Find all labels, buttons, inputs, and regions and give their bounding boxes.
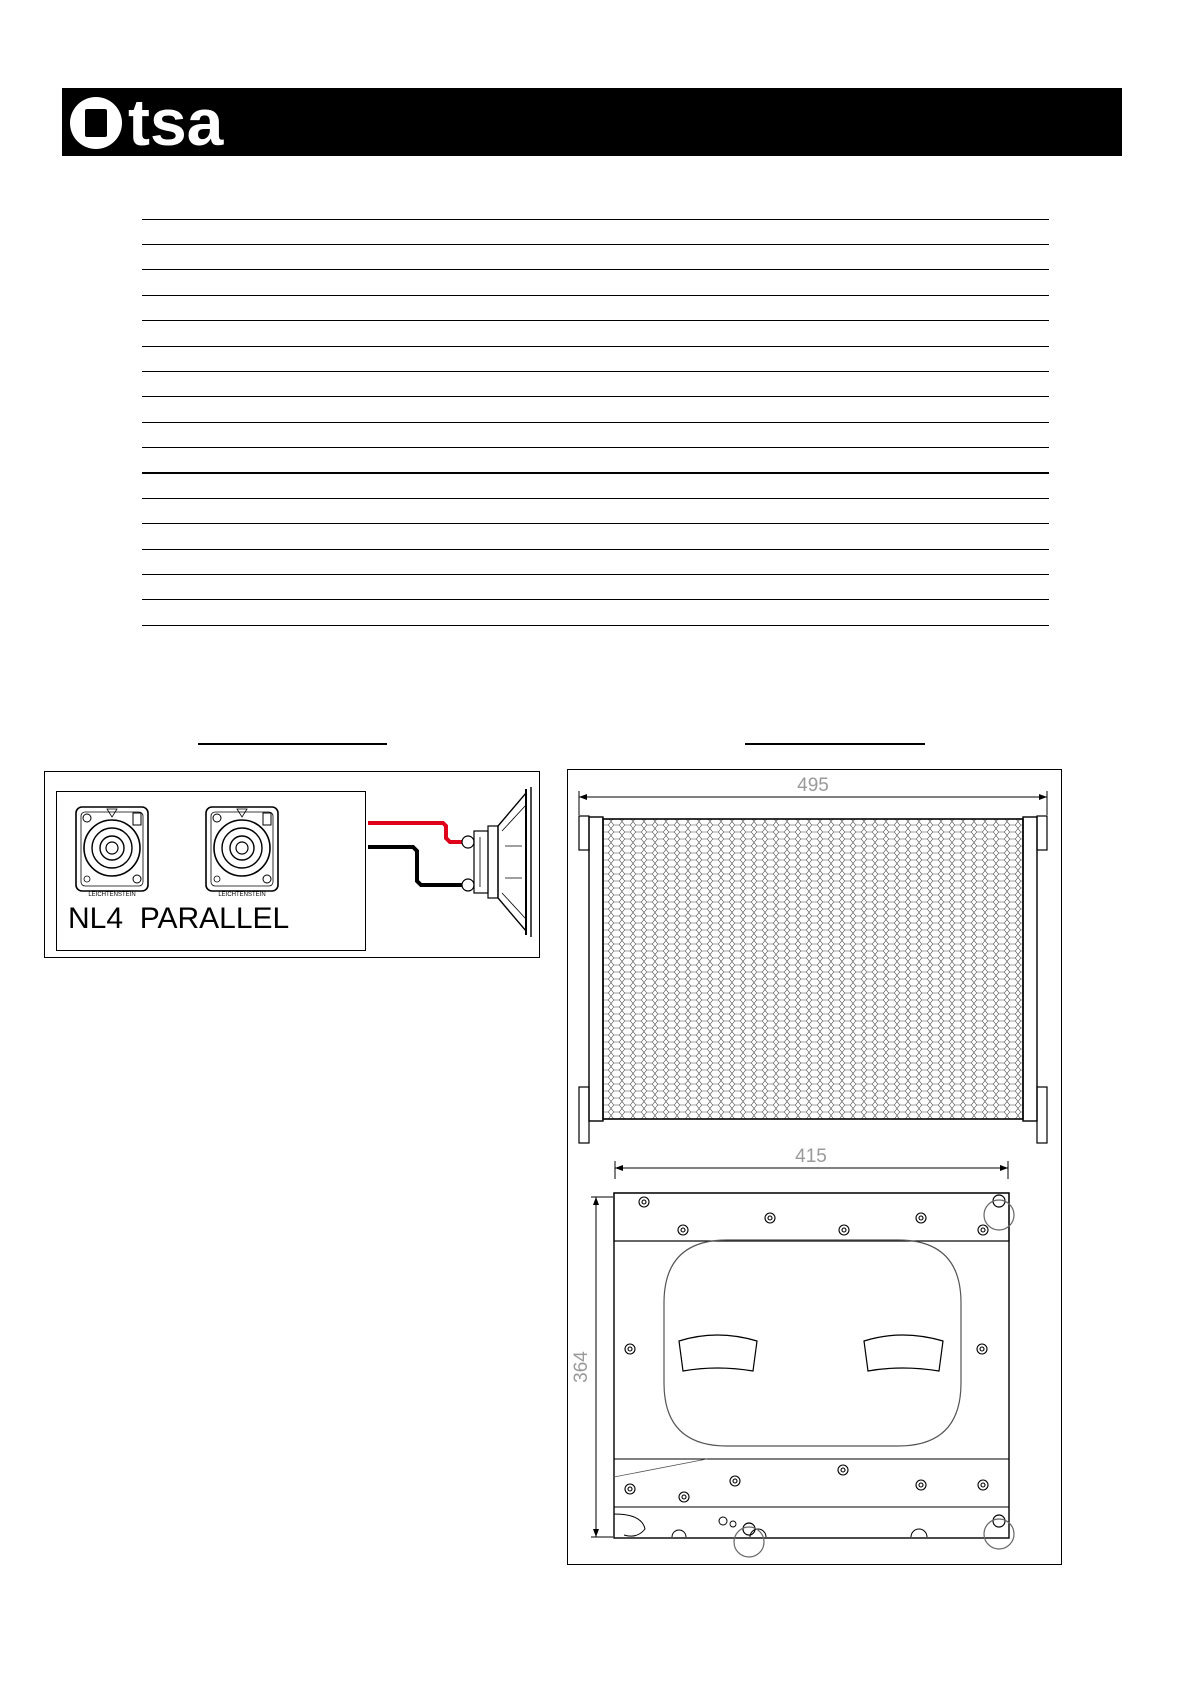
table-rule <box>142 371 1049 372</box>
table-rule <box>142 219 1049 220</box>
tsa-logo <box>62 88 292 156</box>
cabinet-front-view <box>579 816 1047 1143</box>
rigging-plate-view <box>614 1193 1009 1538</box>
table-rule <box>142 599 1049 600</box>
table-rule <box>142 269 1049 270</box>
depth-dimension <box>571 1197 613 1537</box>
speakon-connector-icon <box>76 807 148 898</box>
table-rule <box>142 244 1049 245</box>
width-dimension-label: 495 <box>797 775 829 796</box>
table-rule <box>142 422 1049 423</box>
table-rule <box>142 447 1049 448</box>
table-rule <box>142 320 1049 321</box>
table-rule <box>142 574 1049 575</box>
wiring-heading-underline <box>198 743 387 745</box>
bottom-width-dimension-label: 415 <box>795 1146 827 1167</box>
table-rule <box>142 523 1049 524</box>
table-rule <box>142 498 1049 499</box>
wiring-config-label: NL4 PARALLEL <box>68 902 290 935</box>
table-rule <box>142 472 1049 474</box>
rigging-pin-icon <box>719 1195 1014 1557</box>
speakon-connector-icon <box>206 807 278 898</box>
table-rule <box>142 295 1049 296</box>
width-dimension-bottom <box>615 1146 1008 1179</box>
depth-dimension-label: 364 <box>571 1351 592 1383</box>
dimension-drawing <box>567 769 1062 1565</box>
speaker-driver-icon <box>462 787 531 937</box>
logo-text: tsa <box>128 88 224 156</box>
negative-wire <box>368 847 464 885</box>
drawing-heading-underline <box>745 743 925 745</box>
table-rule <box>142 625 1049 626</box>
tsa-logo-graphic <box>62 88 292 156</box>
table-rule <box>142 346 1049 347</box>
table-rule <box>142 549 1049 550</box>
table-rule <box>142 396 1049 397</box>
screw-icon <box>625 1197 988 1502</box>
connector-brand-label: LEICHTENSTEIN <box>218 892 266 898</box>
connector-brand-label: LEICHTENSTEIN <box>88 892 136 898</box>
positive-wire <box>368 823 464 842</box>
width-dimension-front <box>579 775 1047 815</box>
